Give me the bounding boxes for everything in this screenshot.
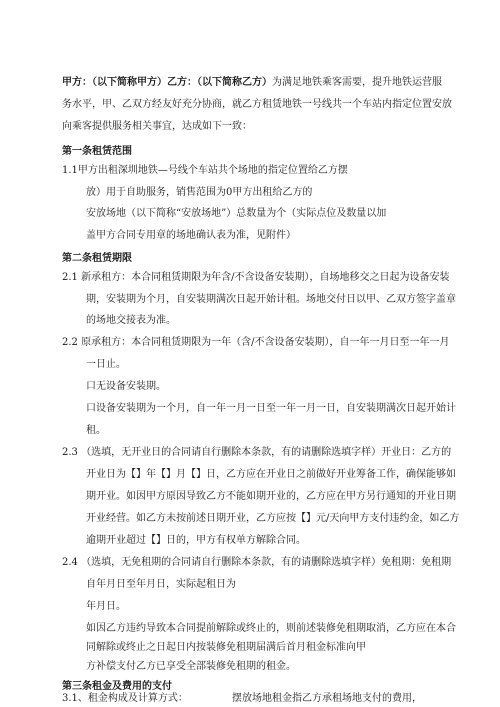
clause-2-4-line-5: 同解除或终止之日起日内按装修免租期届满后首月租金标准向甲 xyxy=(86,642,366,653)
clause-2-3-line-4: 开业经营。如乙方未按前述日期开业，乙方应按【】元/天向甲方支付违约金，如乙方 xyxy=(86,513,460,524)
clause-2-4-line-2: 自年月日至年月日，实际起租日为 xyxy=(86,579,236,590)
clause-2-4-line-3: 年月日。 xyxy=(86,601,126,612)
intro-line-1 xyxy=(62,76,442,89)
clause-2-4-line-4: 如因乙方违约导致本合同提前解除或终止的，则前述装修免租期取消，乙方应在本合 xyxy=(86,623,456,634)
section-1-title: 第一条租赁范围 xyxy=(62,146,132,157)
clause-2-4-line-1: 2.4 （选填，无免租期的合同请自行删除本条款，有的请删除选填字样）免租期：免租期 xyxy=(62,557,452,568)
clause-2-2-option-2: 口设备安装期为一个月，自一年一月一日至一年一月一日，自安装期满次日起开始计 xyxy=(86,403,456,414)
intro-line-2: 务水平，甲、乙双方经友好充分协商，就乙方租赁地铁一号线共一个车站内指定位置安放 xyxy=(62,99,452,110)
clause-2-2-line-1: 2.2 原承租方：本合同租赁期限为一年（含/不含设备安装期），自一年一月日至一年一月 xyxy=(62,337,450,348)
intro-line-1-tail: 为满足地铁乘客需要，提升地铁运营服 xyxy=(272,77,442,88)
clause-2-1-line-2: 期，安装期为个月，自安装期满次日起开始计租。场地交付日以甲、乙双方签字盖章 xyxy=(86,294,456,305)
clause-3-1-right: 摆放场地租金指乙方承租场地支付的费用， xyxy=(232,693,422,704)
section-1-line-3: 安放场地（以下简称“安放场地”）总数量为个（实际点位及数量以加 xyxy=(86,208,387,219)
party-b-label: 乙方：（以下简称乙方） xyxy=(167,77,272,88)
clause-2-3-line-3: 期开业。如因甲方原因导致乙方不能如期开业的，乙方应在甲方另行通知的开业日期 xyxy=(86,491,456,502)
clause-2-1-line-1: 2.1 新承租方：本合同租赁期限为年含/不含设备安装期），自场地移交之日起为设备安装 xyxy=(62,272,450,283)
section-1-line-2: 放）用于自助服务，销售范围为0甲方出租给乙方的 xyxy=(86,187,313,198)
section-1-line-4: 盖甲方合同专用章的场地确认表为准，见附件） xyxy=(86,230,296,241)
clause-2-3-line-5: 逾期开业超过【】日的，甲方有权单方解除合同。 xyxy=(86,535,306,546)
clause-2-2-line-5: 租。 xyxy=(86,425,106,436)
party-a-label: 甲方：（以下简称甲方） xyxy=(62,77,167,88)
clause-2-3-line-1: 2.3 （选填，无开业日的合同请自行删除本条款，有的请删除选填字样）开业日：乙方的 xyxy=(62,447,452,458)
clause-2-3-line-2: 开业日为【】年【】月【】日，乙方应在开业日之前做好开业筹备工作，确保能够如 xyxy=(86,469,456,480)
clause-2-2-line-2: 一日止。 xyxy=(86,359,126,370)
clause-2-1-line-3: 的场地交接表为准。 xyxy=(86,315,176,326)
section-1-line-1: 1.1甲方出租深圳地铁—号线个车站共个场地的指定位置给乙方摆 xyxy=(62,165,348,176)
section-3-title: 第三条租金及费用的支付 xyxy=(62,681,172,692)
intro-line-3: 向乘客提供服务相关事宜，达成如下一致： xyxy=(62,121,252,132)
clause-2-4-line-6: 方补偿支付乙方已享受全部装修免租期的租金。 xyxy=(86,661,296,672)
clause-3-1-left: 3.1、租金构成及计算方式： xyxy=(62,693,188,704)
section-2-title: 第二条租赁期限 xyxy=(62,253,132,264)
clause-2-2-option-1: 口无设备安装期。 xyxy=(86,381,166,392)
